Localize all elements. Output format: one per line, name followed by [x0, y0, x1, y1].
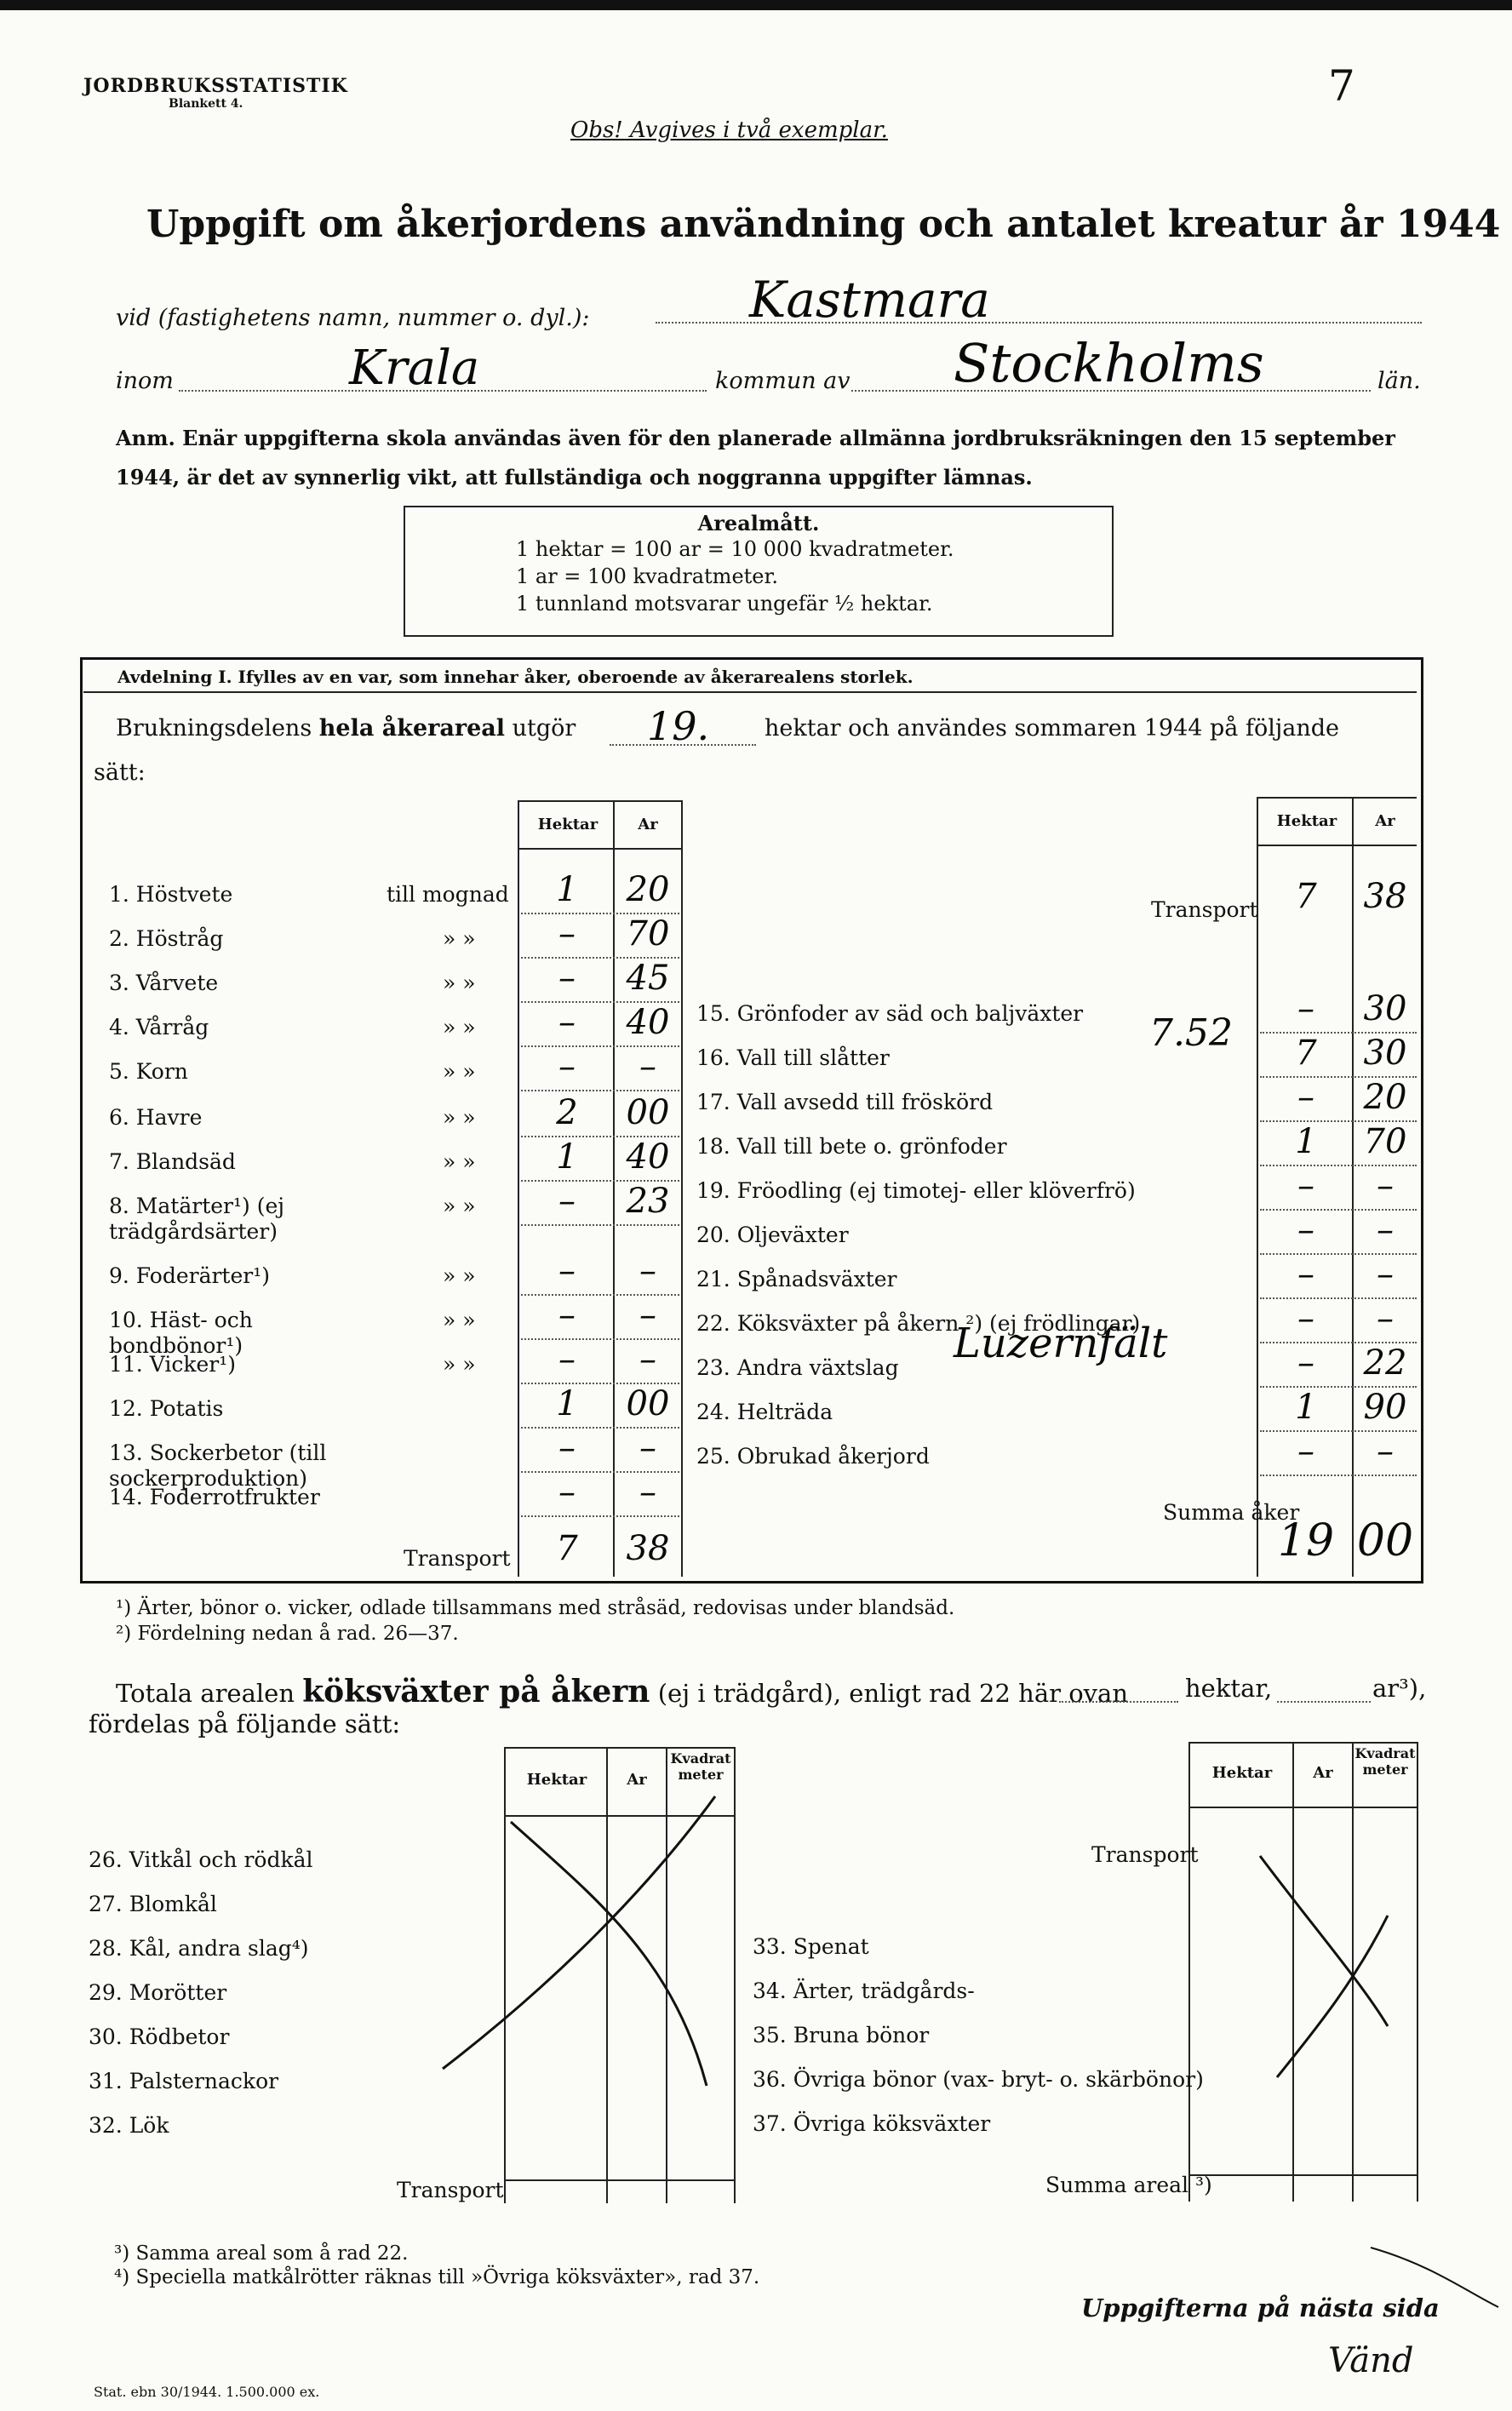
- right-row-ar: –: [1377, 1166, 1394, 1206]
- left-row-mark: » »: [443, 1149, 476, 1174]
- col-ar: Ar: [1313, 1764, 1333, 1782]
- right-row-hektar: –: [1297, 1299, 1314, 1338]
- left-row-mark: » »: [443, 1194, 476, 1218]
- total-value: 19.: [647, 703, 710, 749]
- kommun-label: kommun av: [715, 368, 850, 394]
- left-row-hektar: –: [558, 1473, 576, 1512]
- vand-note: Vänd: [1328, 2341, 1414, 2380]
- summa-ha: 19: [1277, 1515, 1335, 1566]
- left-transport-ha: 7: [556, 1529, 578, 1568]
- col-hektar: Hektar: [1211, 1764, 1273, 1782]
- right-row-label: 23. Andra växtslag: [696, 1355, 899, 1380]
- left-row-ar: 40: [626, 1003, 670, 1042]
- right-row-hektar: –: [1297, 1255, 1314, 1294]
- left-row-hektar: 1: [556, 1137, 578, 1177]
- till-mognad: till mognad: [387, 882, 509, 907]
- row16-note: 7.52: [1149, 1011, 1233, 1055]
- section-2-intro-tail: fördelas på följande sätt:: [89, 1709, 401, 1738]
- vid-label: vid (fastighetens namn, nummer o. dyl.):: [116, 305, 590, 331]
- summa-ar: 00: [1356, 1515, 1414, 1566]
- left-row-label: 11. Vicker¹): [109, 1352, 236, 1377]
- col-kvm: Kvadratmeter: [1354, 1745, 1416, 1778]
- right-row-label: 17. Vall avsedd till fröskörd: [696, 1090, 994, 1114]
- left-row-label: 4. Vårråg: [109, 1015, 209, 1039]
- intro-text: Totala arealen: [116, 1679, 295, 1708]
- right-row-ar: 30: [1363, 1034, 1407, 1073]
- right-row-label: 24. Helträda: [696, 1400, 833, 1424]
- right-row-ar: –: [1377, 1299, 1394, 1338]
- left-row-hektar: –: [558, 1296, 576, 1335]
- left-row-ar: –: [639, 1473, 656, 1512]
- right-row-ar: 90: [1363, 1388, 1407, 1427]
- print-note: Stat. ebn 30/1944. 1.500.000 ex.: [94, 2384, 320, 2400]
- left-row-hektar: –: [558, 1003, 576, 1042]
- left-row-hektar: 2: [556, 1093, 578, 1132]
- left-row-hektar: –: [558, 914, 576, 954]
- s2-right-row-label: 37. Övriga köksväxter: [753, 2111, 991, 2136]
- col-ar: Ar: [638, 816, 658, 833]
- left-row-label: 6. Havre: [109, 1105, 203, 1130]
- s2-left-transport: Transport: [397, 2178, 504, 2202]
- left-row-ar: 00: [626, 1384, 670, 1423]
- right-row-ar: –: [1377, 1432, 1394, 1471]
- left-row-hektar: –: [558, 1251, 576, 1291]
- right-transport-ha: 7: [1295, 877, 1317, 916]
- left-row-ar: 20: [626, 870, 670, 909]
- right-row-label: 21. Spånadsväxter: [696, 1267, 897, 1291]
- right-row-ar: 30: [1363, 989, 1407, 1028]
- right-row-label: 15. Grönfoder av säd och baljväxter: [696, 1001, 1084, 1026]
- arealmatt-row: 1 ar = 100 kvadratmeter.: [516, 564, 778, 588]
- col-ar: Ar: [1375, 812, 1395, 830]
- s2-left-row-label: 29. Morötter: [89, 1980, 227, 2005]
- right-row-hektar: 1: [1295, 1388, 1317, 1427]
- section-1-header: Avdelning I. Ifylles av en var, som innehar åker, oberoende av åkerarealens storlek.: [83, 661, 1417, 693]
- intro-bold: köksväxter på åkern: [302, 1674, 650, 1709]
- s2-left-row-label: 26. Vitkål och rödkål: [89, 1847, 313, 1872]
- right-row-hektar: –: [1297, 1211, 1314, 1250]
- arealmatt-row: 1 tunnland motsvarar ungefär ½ hektar.: [516, 592, 933, 616]
- left-row-hektar: –: [558, 959, 576, 998]
- footnote-3: ³) Samma areal som å rad 22.: [114, 2242, 409, 2265]
- left-row-ar: 40: [626, 1137, 670, 1177]
- left-row-label: 14. Foderrotfrukter: [109, 1485, 320, 1509]
- s2-right-row-label: 36. Övriga bönor (vax- bryt- o. skärbönor): [753, 2067, 1204, 2092]
- left-transport-label: Transport: [404, 1546, 511, 1571]
- right-row-label: 22. Köksväxter på åkern ²) (ej frödlingar): [696, 1311, 1141, 1336]
- left-row-ar: 70: [626, 914, 670, 954]
- left-row-ar: –: [639, 1340, 656, 1379]
- intro-tail: hektar och användes sommaren 1944 på följande: [765, 715, 1339, 742]
- satt-label: sätt:: [94, 759, 146, 786]
- section-2-hektar: hektar,: [1185, 1674, 1273, 1703]
- right-row-label: 19. Fröodling (ej timotej- eller klöverfrö): [696, 1178, 1136, 1203]
- left-row-mark: » »: [443, 1263, 476, 1288]
- left-row-hektar: –: [558, 1182, 576, 1221]
- left-row-mark: » »: [443, 1308, 476, 1332]
- intro-bold: hela åkerareal: [318, 715, 505, 742]
- summa-label: Summa åker: [1163, 1500, 1300, 1525]
- s2-left-row-label: 31. Palsternackor: [89, 2069, 279, 2093]
- right-row-hektar: 1: [1295, 1122, 1317, 1161]
- right-row-ar: 22: [1363, 1343, 1407, 1383]
- intro-text: Brukningsdelens: [116, 715, 312, 742]
- left-row-ar: –: [639, 1296, 656, 1335]
- right-row-ar: –: [1377, 1211, 1394, 1250]
- inom-value: Krala: [349, 341, 480, 396]
- s2-left-row-label: 32. Lök: [89, 2113, 169, 2138]
- s2-right-row-label: 35. Bruna bönor: [753, 2023, 930, 2047]
- col-hektar: Hektar: [1276, 812, 1337, 830]
- right-row-label: 16. Vall till slåtter: [696, 1045, 890, 1070]
- col-ar: Ar: [627, 1771, 647, 1789]
- left-row-mark: » »: [443, 1015, 476, 1039]
- left-row-ar: 45: [626, 959, 670, 998]
- left-row-hektar: 1: [556, 870, 578, 909]
- right-row-hektar: –: [1297, 1432, 1314, 1471]
- s2-left-row-label: 27. Blomkål: [89, 1892, 217, 1916]
- right-row-label: 25. Obrukad åkerjord: [696, 1444, 930, 1469]
- s2-left-row-label: 30. Rödbetor: [89, 2024, 230, 2049]
- inom-label: inom: [116, 368, 174, 394]
- page-number: 7: [1328, 61, 1355, 111]
- left-row-hektar: –: [558, 1429, 576, 1468]
- left-row-label: 8. Matärter¹) (ej trädgårdsärter): [109, 1194, 285, 1244]
- right-row-hektar: –: [1297, 989, 1314, 1028]
- left-row-ar: –: [639, 1047, 656, 1086]
- arealmatt-row: 1 hektar = 100 ar = 10 000 kvadratmeter.: [516, 537, 954, 561]
- lan-label: län.: [1377, 368, 1421, 394]
- right-row-label: 18. Vall till bete o. grönfoder: [696, 1134, 1007, 1159]
- left-row-label: 7. Blandsäd: [109, 1149, 236, 1174]
- lan-value: Stockholms: [954, 332, 1264, 394]
- obs-note: Obs! Avgives i två exemplar.: [570, 117, 888, 143]
- s2-left-row-label: 28. Kål, andra slag⁴): [89, 1936, 309, 1961]
- left-row-mark: » »: [443, 1105, 476, 1130]
- s2-right-transport: Transport: [1091, 1842, 1199, 1867]
- left-row-ar: –: [639, 1251, 656, 1291]
- col-hektar: Hektar: [526, 1771, 587, 1789]
- right-row-ar: 20: [1363, 1078, 1407, 1117]
- left-row-label: 5. Korn: [109, 1059, 188, 1084]
- right-row-ar: –: [1377, 1255, 1394, 1294]
- left-row-label: 2. Höstråg: [109, 926, 224, 951]
- left-transport-ar: 38: [626, 1529, 670, 1568]
- right-transport-label: Transport: [1151, 897, 1258, 922]
- col-hektar: Hektar: [537, 816, 598, 833]
- left-row-label: 13. Sockerbetor (till sockerproduktion): [109, 1440, 327, 1491]
- vid-value: Kastmara: [749, 271, 990, 329]
- col-kvm: Kvadratmeter: [670, 1750, 731, 1783]
- anm-note: Anm. Enär uppgifterna skola användas även för den planerade allmänna jordbruksräkningen den 15 september 1944, är det av synnerlig vikt, att fullständiga och noggranna uppgifter lämnas.: [116, 426, 1395, 490]
- left-row-mark: » »: [443, 1352, 476, 1377]
- left-row-label: 1. Höstvete: [109, 882, 233, 907]
- right-row-hektar: –: [1297, 1166, 1314, 1206]
- footnote-2: ²) Fördelning nedan å rad. 26—37.: [116, 1623, 459, 1645]
- form-number: Blankett 4.: [169, 97, 243, 111]
- left-row-label: 3. Vårvete: [109, 971, 219, 995]
- left-row-hektar: 1: [556, 1384, 578, 1423]
- left-row-ar: –: [639, 1429, 656, 1468]
- page-title: Uppgift om åkerjordens användning och antalet kreatur år 1944: [146, 203, 1501, 246]
- left-row-mark: » »: [443, 1059, 476, 1084]
- arealmatt-title: Arealmått.: [697, 511, 820, 535]
- section-2-ar: ar³),: [1372, 1674, 1427, 1703]
- left-row-label: 12. Potatis: [109, 1396, 224, 1421]
- footnote-1: ¹) Ärter, bönor o. vicker, odlade tillsammans med stråsäd, redovisas under blandsäd.: [116, 1597, 955, 1619]
- org-name: JORDBRUKSSTATISTIK: [83, 75, 348, 97]
- right-transport-ar: 38: [1363, 877, 1407, 916]
- left-row-ar: 00: [626, 1093, 670, 1132]
- s2-summa: Summa areal ³): [1045, 2173, 1212, 2197]
- right-row-ar: 70: [1363, 1122, 1407, 1161]
- left-row-mark: » »: [443, 926, 476, 951]
- left-row-hektar: –: [558, 1047, 576, 1086]
- left-row-mark: » »: [443, 971, 476, 995]
- intro-text: utgör: [512, 715, 576, 742]
- next-page-note: Uppgifterna på nästa sida: [1081, 2294, 1440, 2322]
- right-row-hektar: –: [1297, 1078, 1314, 1117]
- s2-right-row-label: 34. Ärter, trädgårds-: [753, 1979, 975, 2003]
- s2-right-row-label: 33. Spenat: [753, 1934, 869, 1959]
- left-row-ar: 23: [626, 1182, 670, 1221]
- right-row-hektar: –: [1297, 1343, 1314, 1383]
- left-row-hektar: –: [558, 1340, 576, 1379]
- left-row-label: 9. Foderärter¹): [109, 1263, 271, 1288]
- right-row-label: 20. Oljeväxter: [696, 1223, 849, 1247]
- right-row-hektar: 7: [1295, 1034, 1317, 1073]
- row23-note: Luzernfält: [954, 1320, 1168, 1367]
- intro-text: (ej i trädgård), enligt rad 22 här ovan: [657, 1679, 1129, 1708]
- footnote-4: ⁴) Speciella matkålrötter räknas till »Övriga köksväxter», rad 37.: [114, 2266, 760, 2288]
- left-row-label: 10. Häst- och bondbönor¹): [109, 1308, 253, 1358]
